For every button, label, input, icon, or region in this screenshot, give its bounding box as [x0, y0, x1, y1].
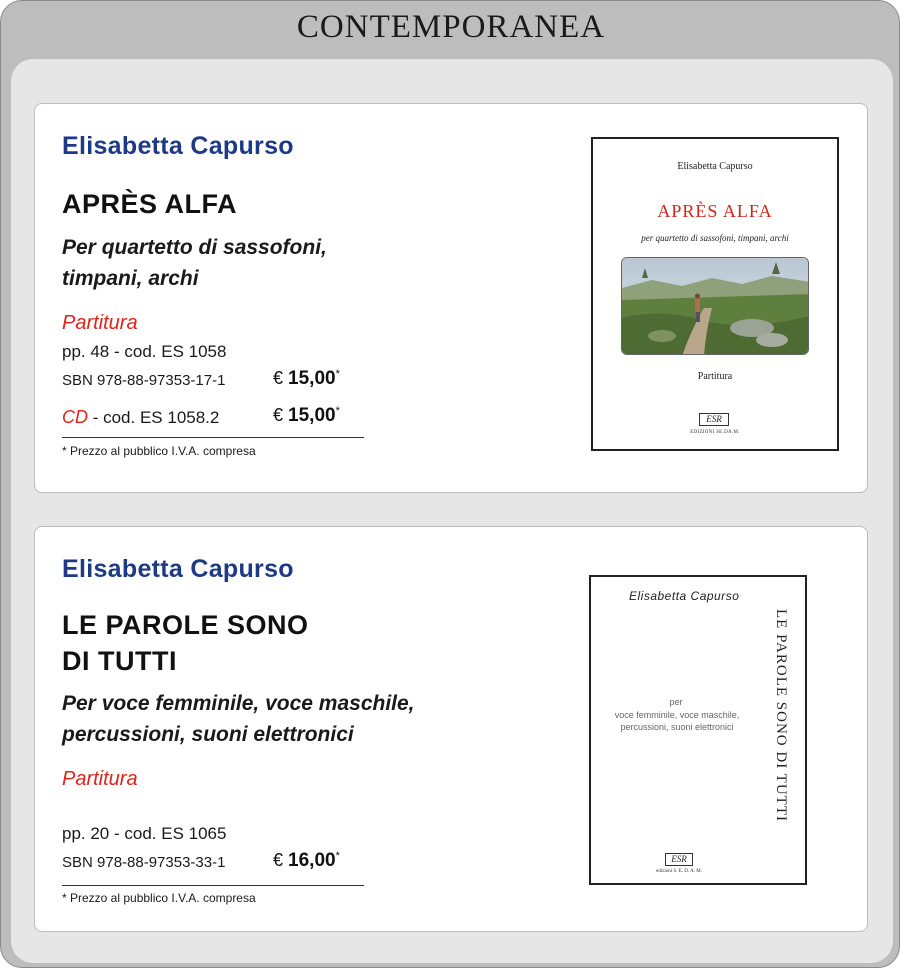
cover-author: Elisabetta Capurso [629, 589, 740, 603]
price-value: 15,00 [288, 405, 336, 426]
price-mark: * [335, 850, 340, 862]
cd-code [62, 407, 219, 428]
cover-publisher: EDIZIONI SE.DA.M. [690, 430, 740, 435]
cover-title: APRÈS ALFA [657, 201, 773, 221]
cd-price [273, 405, 340, 427]
price-value: 15,00 [288, 368, 336, 389]
cover-per: per [669, 697, 683, 707]
work-title-line: DI TUTTI [62, 646, 177, 676]
currency-symbol: € [273, 850, 284, 870]
price-value: 16,00 [288, 850, 336, 871]
divider [62, 885, 364, 886]
book-cover [591, 137, 839, 451]
cover-publisher: edizioni S. E. D. A. M. [656, 869, 702, 874]
section-title: CONTEMPORANEA [296, 9, 606, 45]
cover-subtitle: per quartetto di sassofoni, timpani, archi [641, 233, 789, 243]
instrumentation-line: timpani, archi [62, 267, 199, 290]
cover-format: Partitura [697, 371, 733, 382]
instrumentation-line: percussioni, suoni elettronici [62, 723, 354, 746]
price [273, 850, 340, 872]
cover-vertical-title: LE PAROLE SONO DI TUTTI [773, 609, 789, 822]
work-title-line: LE PAROLE SONO [62, 610, 309, 640]
author-name: Elisabetta Capurso [62, 555, 294, 583]
landscape-painting-image [622, 258, 809, 355]
cover-author: Elisabetta Capurso [677, 161, 753, 172]
cover-painting [621, 257, 809, 355]
book-cover [589, 575, 807, 885]
format-label: Partitura [62, 312, 138, 334]
price-mark: * [335, 368, 340, 380]
price-note: * Prezzo al pubblico I.V.A. compresa [62, 444, 256, 458]
isbn: SBN 978-88-97353-33-1 [62, 854, 226, 871]
publisher-logo: ESR [699, 413, 729, 426]
cd-label: CD [62, 407, 88, 427]
work-title [62, 186, 462, 222]
work-title [62, 607, 462, 679]
instrumentation [62, 688, 482, 750]
divider [62, 437, 364, 438]
currency-symbol: € [273, 405, 284, 425]
currency-symbol: € [273, 368, 284, 388]
price-note: * Prezzo al pubblico I.V.A. compresa [62, 891, 256, 905]
instrumentation [62, 232, 482, 294]
pages-code: pp. 48 - cod. ES 1058 [62, 342, 227, 361]
format-label: Partitura [62, 768, 138, 790]
instrumentation-line: Per voce femminile, voce maschile, [62, 692, 415, 715]
catalog-card [34, 526, 868, 932]
work-title-line: APRÈS ALFA [62, 189, 238, 219]
publisher-logo: ESR [665, 853, 693, 866]
cd-code-text: - cod. ES 1058.2 [88, 408, 220, 427]
price-mark: * [335, 405, 340, 417]
cover-instrumentation: voce femminile, voce maschile, percussioni, suoni elettronici [614, 710, 740, 732]
catalog-card [34, 103, 868, 493]
isbn: SBN 978-88-97353-17-1 [62, 372, 226, 389]
pages-code: pp. 20 - cod. ES 1065 [62, 824, 227, 843]
instrumentation-line: Per quartetto di sassofoni, [62, 236, 327, 259]
author-name: Elisabetta Capurso [62, 132, 294, 160]
price [273, 368, 340, 390]
